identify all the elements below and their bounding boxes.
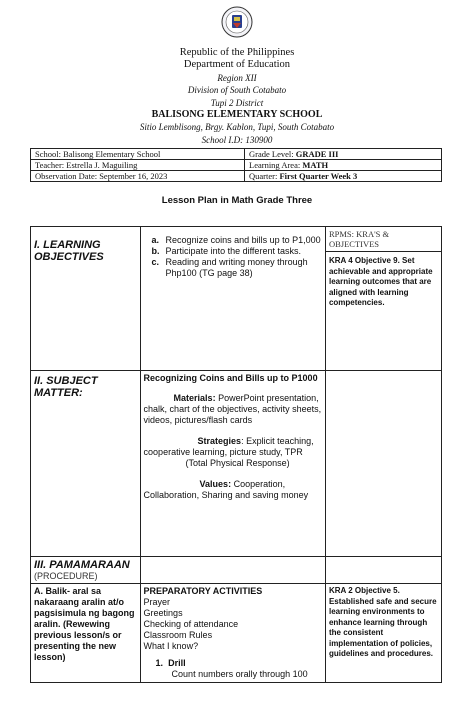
header-department: Department of Education (183, 59, 291, 71)
step-a-rpms-cell (325, 584, 441, 683)
objectives-list (144, 235, 322, 279)
kra2-note (329, 586, 438, 660)
header-region: Region XII (217, 72, 257, 83)
prep-item: Checking of attendance (143, 619, 239, 629)
procedure-rpms-cell (325, 557, 441, 584)
area-value: MATH (302, 160, 329, 170)
kra2-text: Established safe and secure learning environments to enhance learning through the consistent implementation of policies, guidelines and procedures. (328, 596, 437, 658)
objectives-title: I. LEARNING OBJECTIVES (34, 239, 104, 263)
info-row (31, 160, 442, 171)
prep-item: Prayer (143, 597, 171, 607)
rpms-heading: RPMS: KRA'S & OBJECTIVES (326, 227, 441, 252)
step-a-title-cell (31, 584, 141, 683)
info-table (30, 148, 442, 182)
area-label: Learning Area: (249, 160, 303, 170)
subject-title-cell (31, 371, 141, 557)
kra4-note (326, 252, 441, 313)
procedure-title-cell (31, 557, 141, 584)
values-text: Cooperation, Collaboration, Sharing and saving money (143, 479, 309, 500)
prep-item: Greetings (143, 608, 183, 618)
header-republic: Republic of the Philippines (179, 47, 295, 58)
area-cell (245, 160, 442, 171)
procedure-empty-cell (140, 557, 325, 584)
objectives-list-cell (140, 227, 325, 371)
values-label: Values: (199, 479, 232, 489)
header-school-name: BALISONG ELEMENTARY SCHOOL (151, 109, 323, 121)
drill-label: Drill (168, 658, 186, 668)
header-district: Tupi 2 District (210, 97, 264, 108)
subject-title: II. SUBJECT MATTER: (34, 375, 98, 399)
step-a-row (31, 584, 442, 683)
kra2-label: KRA 2 Objective 5. (328, 586, 400, 595)
drill-heading (144, 658, 322, 669)
objective-text: Recognize coins and bills up to P1,000 (165, 235, 321, 245)
strategies-label: Strategies (197, 436, 242, 446)
objective-item (151, 235, 322, 246)
objective-marker: b. (151, 246, 160, 256)
kra4-text: Set achievable and appropriate learning outcomes that are aligned with learning competencies. (328, 256, 433, 307)
strategies-block (144, 436, 322, 458)
strategies-note: (Total Physical Response) (185, 458, 290, 468)
info-row (31, 149, 442, 160)
objective-text: Participate into the different tasks. (165, 246, 301, 256)
subject-row (31, 371, 442, 557)
materials-text: PowerPoint presentation, chalk, chart of the objectives, activity sheets, videos, pictures/flash cards (143, 393, 322, 425)
lesson-plan-table (30, 226, 442, 683)
objective-item (151, 246, 322, 257)
grade-label: Grade Level: (249, 149, 296, 159)
subject-heading: Recognizing Coins and Bills up to P1000 (143, 373, 318, 383)
step-a-content-cell (140, 584, 325, 683)
procedure-title: III. PAMAMARAAN (34, 559, 130, 571)
subject-rpms-cell (325, 371, 441, 557)
procedure-row (31, 557, 442, 584)
prep-heading: PREPARATORY ACTIVITIES (143, 586, 263, 596)
quarter-cell (245, 171, 442, 182)
prep-item: Classroom Rules (143, 630, 213, 640)
prep-item: What I know? (143, 641, 199, 651)
objectives-title-cell (31, 227, 141, 371)
materials-block (144, 393, 322, 426)
quarter-label: Quarter: (249, 171, 280, 181)
subject-content-cell (140, 371, 325, 557)
header-address: Sitio Lemblisong, Brgy. Kablon, Tupi, South Cotabato (139, 122, 335, 133)
deped-seal-logo (221, 6, 253, 38)
objective-item (151, 257, 322, 279)
step-a-text: A. Balik- aral sa nakaraang aralin at/o pagsisimula ng bagong aralin. (Rewewing previous lesson/s or presenting the new lesson) (34, 586, 135, 662)
rpms-cell (325, 227, 441, 371)
procedure-subtitle: (PROCEDURE) (34, 571, 98, 581)
strategies-text: : Explicit teaching, cooperative learning, picture study, TPR (143, 436, 314, 457)
objective-text: Reading and writing money through Php100 (TG page 38) (165, 257, 308, 278)
header-school-id: School I.D: 130900 (201, 134, 273, 145)
quarter-value: First Quarter Week 3 (279, 171, 358, 181)
drill-text: Count numbers orally through 100 (171, 669, 308, 679)
grade-value: GRADE III (295, 149, 339, 159)
drill-number: 1. (155, 658, 164, 668)
kra4-label: KRA 4 Objective 9. (328, 256, 400, 265)
materials-label: Materials: (173, 393, 216, 403)
date-cell: Observation Date: September 16, 2023 (31, 171, 245, 182)
objective-marker: c. (151, 257, 160, 267)
values-block (144, 479, 322, 501)
objective-marker: a. (151, 235, 160, 245)
lesson-plan-title: Lesson Plan in Math Grade Three (161, 195, 313, 206)
school-cell: School: Balisong Elementary School (31, 149, 245, 160)
teacher-cell: Teacher: Estrella J. Maguiling (31, 160, 245, 171)
objectives-row (31, 227, 442, 371)
info-row (31, 171, 442, 182)
header-division: Division of South Cotabato (187, 85, 287, 96)
grade-cell (245, 149, 442, 160)
